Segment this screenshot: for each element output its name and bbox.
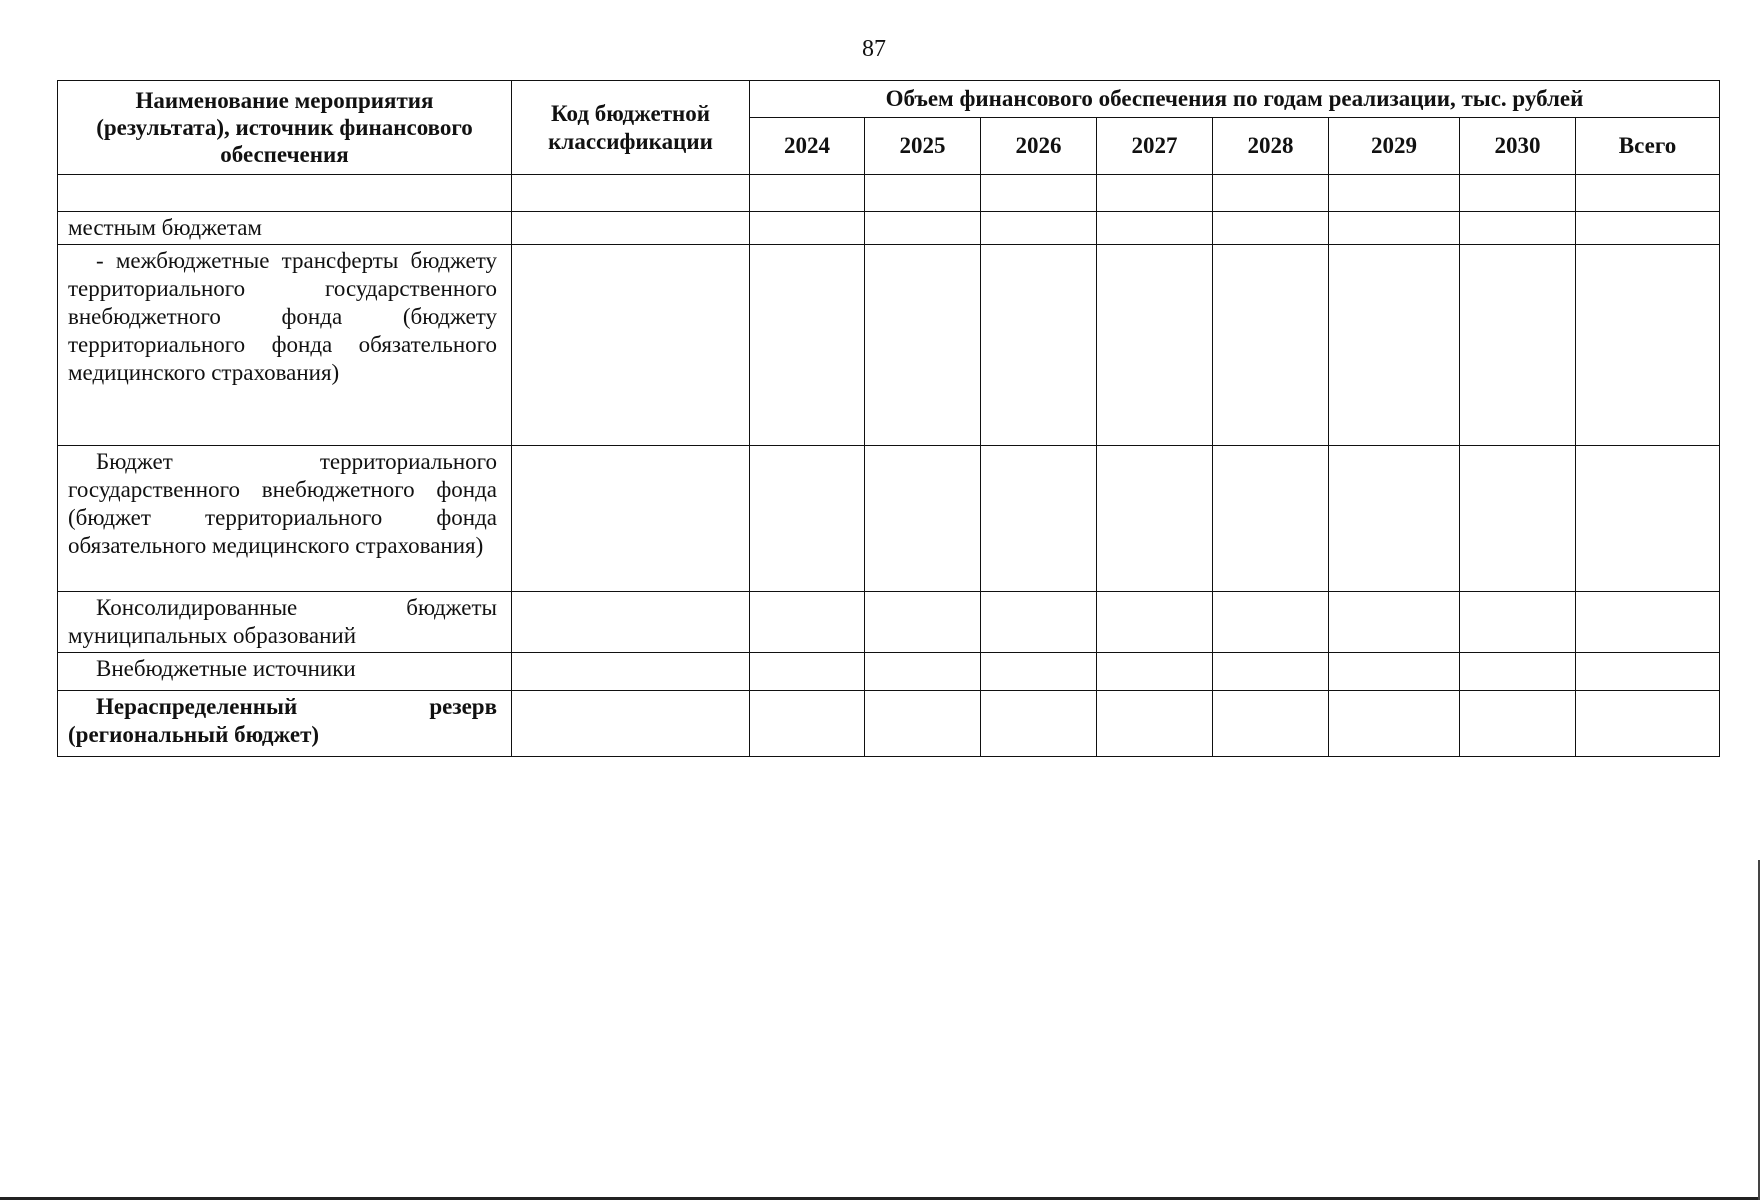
column-number-row — [58, 175, 1720, 212]
table-row — [58, 245, 1720, 446]
cell-empty — [1576, 653, 1720, 691]
cell-empty — [1213, 446, 1329, 592]
table-row — [58, 212, 1720, 245]
header-row-group — [58, 81, 1720, 118]
cell-empty — [981, 592, 1097, 653]
cell-empty — [1097, 653, 1213, 691]
cell-empty — [1460, 691, 1576, 757]
cell-empty — [750, 212, 865, 245]
cell-empty — [981, 691, 1097, 757]
column-number — [1213, 175, 1329, 212]
cell-empty — [1329, 653, 1460, 691]
cell-empty — [1097, 691, 1213, 757]
cell-empty — [981, 446, 1097, 592]
row-name: местным бюджетам — [58, 212, 512, 245]
cell-empty — [1460, 446, 1576, 592]
column-number — [58, 175, 512, 212]
table-row — [58, 446, 1720, 592]
cell-empty — [981, 212, 1097, 245]
cell-empty — [1097, 212, 1213, 245]
cell-empty — [1213, 212, 1329, 245]
cell-empty — [1460, 212, 1576, 245]
row-name: Консолидированные бюджеты муниципальных образований — [58, 592, 512, 653]
column-number — [981, 175, 1097, 212]
header-volume-group: Объем финансового обеспечения по годам реализации, тыс. рублей — [750, 81, 1720, 118]
cell-empty — [1097, 592, 1213, 653]
cell-empty — [1329, 212, 1460, 245]
table-row — [58, 691, 1720, 757]
column-number — [1576, 175, 1720, 212]
cell-empty — [981, 653, 1097, 691]
header-year-2024: 2024 — [750, 118, 865, 175]
cell-empty — [1213, 691, 1329, 757]
cell-empty — [512, 592, 750, 653]
cell-empty — [1213, 245, 1329, 446]
cell-empty — [981, 245, 1097, 446]
row-name: Бюджет территориального государственного внебюджетного фонда (бюджет территориального фонда обязательного медицинского страхования) — [58, 446, 512, 592]
cell-empty — [1460, 245, 1576, 446]
row-name: - межбюджетные трансферты бюджету территориального государственного внебюджетного фонда (бюджету территориального фонда обязательного медицинского страхования) — [58, 245, 512, 446]
page-number: 87 — [862, 36, 886, 62]
header-year-2027: 2027 — [1097, 118, 1213, 175]
column-number — [512, 175, 750, 212]
row-name: Нераспределенный резерв (региональный бюджет) — [58, 691, 512, 757]
cell-empty — [512, 212, 750, 245]
column-number — [1460, 175, 1576, 212]
cell-empty — [512, 245, 750, 446]
cell-empty — [1097, 446, 1213, 592]
cell-empty — [750, 592, 865, 653]
cell-empty — [750, 653, 865, 691]
cell-empty — [512, 653, 750, 691]
cell-empty — [512, 446, 750, 592]
cell-empty — [865, 446, 981, 592]
cell-empty — [1460, 592, 1576, 653]
header-total: Всего — [1576, 118, 1720, 175]
cell-empty — [1329, 592, 1460, 653]
cell-empty — [865, 691, 981, 757]
cell-empty — [1213, 592, 1329, 653]
table-row — [58, 592, 1720, 653]
header-name: Наименование мероприятия (результата), источник финансового обеспечения — [58, 81, 512, 175]
cell-empty — [1329, 691, 1460, 757]
header-year-2030: 2030 — [1460, 118, 1576, 175]
cell-empty — [750, 691, 865, 757]
cell-empty — [865, 245, 981, 446]
table-row — [58, 653, 1720, 691]
column-number — [865, 175, 981, 212]
column-number — [750, 175, 865, 212]
header-year-2025: 2025 — [865, 118, 981, 175]
header-year-2026: 2026 — [981, 118, 1097, 175]
cell-empty — [1097, 245, 1213, 446]
header-year-2028: 2028 — [1213, 118, 1329, 175]
cell-empty — [750, 245, 865, 446]
cell-empty — [1213, 653, 1329, 691]
header-year-2029: 2029 — [1329, 118, 1460, 175]
cell-empty — [1329, 446, 1460, 592]
header-code: Код бюджетной классификации — [512, 81, 750, 175]
cell-empty — [1576, 245, 1720, 446]
column-number — [1097, 175, 1213, 212]
cell-empty — [1576, 592, 1720, 653]
cell-empty — [512, 691, 750, 757]
financing-table — [57, 80, 1720, 757]
cell-empty — [865, 592, 981, 653]
column-number — [1329, 175, 1460, 212]
cell-empty — [865, 212, 981, 245]
cell-empty — [1576, 691, 1720, 757]
cell-empty — [865, 653, 981, 691]
cell-empty — [750, 446, 865, 592]
cell-empty — [1329, 245, 1460, 446]
cell-empty — [1460, 653, 1576, 691]
row-name: Внебюджетные источники — [58, 653, 512, 691]
cell-empty — [1576, 446, 1720, 592]
cell-empty — [1576, 212, 1720, 245]
